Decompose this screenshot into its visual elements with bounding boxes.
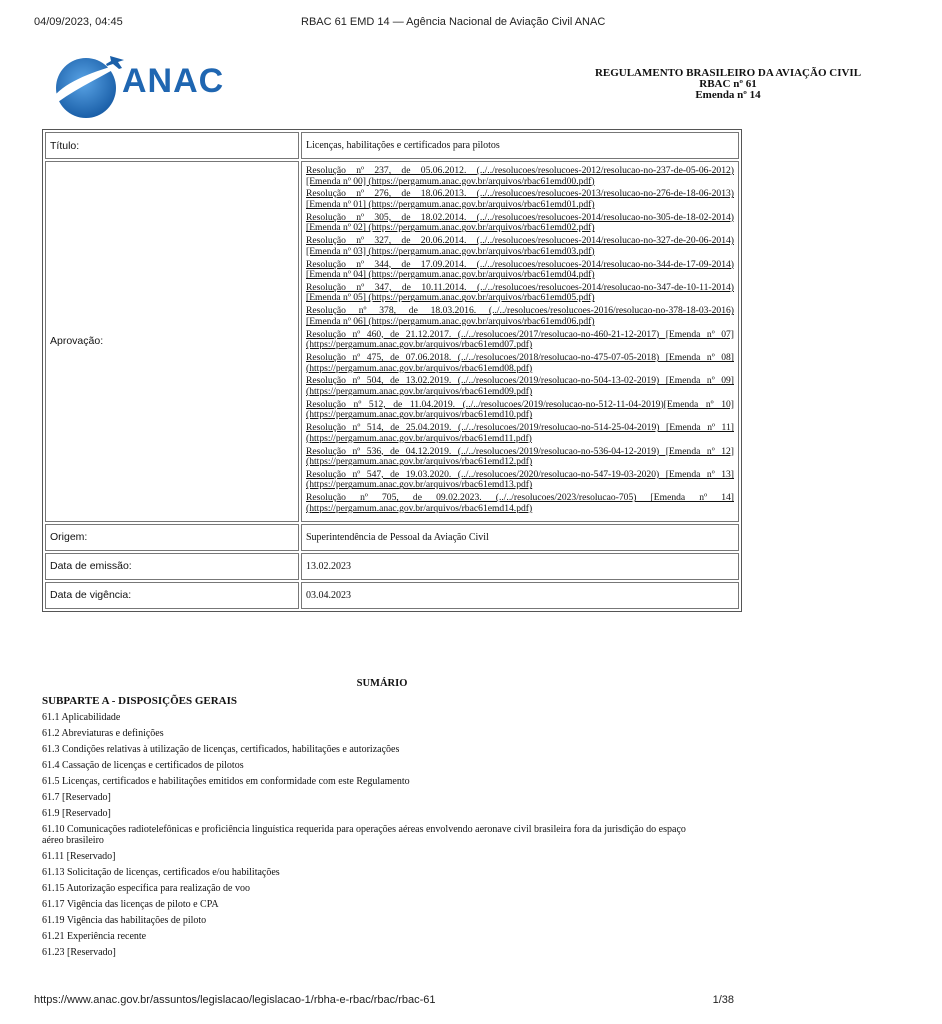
vigencia-label: Data de vigência: bbox=[45, 582, 299, 609]
resolucao-item bbox=[306, 400, 734, 421]
summary-item[interactable]: 61.19 Vigência das habilitações de piloto bbox=[42, 915, 207, 926]
print-url: https://www.anac.gov.br/assuntos/legislacao/legislacao-1/rbha-e-rbac/rbac/rbac-61 bbox=[34, 994, 436, 1006]
resolucao-link[interactable]: Resolução nº 305, de 18.02.2014. (../../resolucoes/resolucoes-2014/resolucao-no-305-de-18-02-2014) bbox=[306, 211, 734, 223]
resolucao-item bbox=[306, 330, 734, 351]
emenda-link[interactable]: (https://pergamum.anac.gov.br/arquivos/rbac61emd14.pdf) bbox=[306, 502, 533, 514]
resolucao-item bbox=[306, 236, 734, 257]
summary-item[interactable]: 61.9 [Reservado] bbox=[42, 808, 111, 819]
summary-item[interactable]: 61.23 [Reservado] bbox=[42, 947, 116, 958]
emenda-link[interactable]: [Emenda nº 04] (https://pergamum.anac.gov.br/arquivos/rbac61emd04.pdf) bbox=[306, 269, 595, 281]
summary-item[interactable]: 61.11 [Reservado] bbox=[42, 851, 116, 862]
origem-value: Superintendência de Pessoal da Aviação Civil bbox=[301, 524, 739, 551]
resolucao-item bbox=[306, 493, 734, 514]
resolucao-item bbox=[306, 376, 734, 397]
emenda-link[interactable]: [Emenda nº 03] (https://pergamum.anac.gov.br/arquivos/rbac61emd03.pdf) bbox=[306, 245, 595, 257]
resolucao-link[interactable]: Resolução nº 475, de 07.06.2018. (../../resolucoes/2018/resolucao-no-475-07-05-2018) [Emenda nº 08] bbox=[306, 352, 734, 363]
aprovacao-list bbox=[306, 162, 734, 521]
doc-header-line2: RBAC nº 61 bbox=[699, 78, 757, 90]
origem-label: Origem: bbox=[45, 524, 299, 551]
doc-header-line1: REGULAMENTO BRASILEIRO DA AVIAÇÃO CIVIL bbox=[594, 67, 862, 79]
aprovacao-value bbox=[301, 161, 739, 522]
emenda-link[interactable]: [Emenda nº 06] (https://pergamum.anac.gov.br/arquivos/rbac61emd06.pdf) bbox=[306, 315, 595, 327]
summary-item[interactable]: 61.17 Vigência das licenças de piloto e CPA bbox=[42, 899, 219, 910]
emenda-link[interactable]: (https://pergamum.anac.gov.br/arquivos/rbac61emd13.pdf) bbox=[306, 479, 533, 491]
summary-list bbox=[42, 712, 702, 958]
print-page-number: 1/38 bbox=[712, 994, 734, 1006]
resolucao-link[interactable]: Resolução nº 237, de 05.06.2012. (../../resolucoes/resolucoes-2012/resolucao-no-237-de-05-06-2012) bbox=[306, 165, 734, 176]
emenda-link[interactable]: (https://pergamum.anac.gov.br/arquivos/rbac61emd07.pdf) bbox=[306, 339, 533, 351]
summary-item[interactable]: 61.13 Solicitação de licenças, certificados e/ou habilitações bbox=[42, 867, 280, 878]
emenda-link[interactable]: [Emenda nº 01] (https://pergamum.anac.gov.br/arquivos/rbac61emd01.pdf) bbox=[306, 198, 595, 210]
resolucao-link[interactable]: Resolução nº 276, de 18.06.2013. (../../resolucoes/resolucoes-2013/resolucao-no-276-de-18-06-2013) bbox=[306, 188, 734, 200]
print-footer bbox=[34, 994, 734, 1008]
resolucao-link[interactable]: Resolução nº 344, de 17.09.2014. (../../resolucoes/resolucoes-2014/resolucao-no-344-de-17-09-2014) bbox=[306, 258, 734, 270]
resolucao-item bbox=[306, 306, 734, 327]
doc-header-line3: Emenda nº 14 bbox=[695, 89, 761, 101]
summary-item[interactable]: 61.2 Abreviaturas e definições bbox=[42, 728, 164, 739]
print-datetime: 04/09/2023, 04:45 bbox=[34, 16, 123, 28]
emenda-link[interactable]: [Emenda nº 05] (https://pergamum.anac.gov.br/arquivos/rbac61emd05.pdf) bbox=[306, 292, 595, 304]
resolucao-link[interactable]: Resolução nº 327, de 20.06.2014. (../../resolucoes/resolucoes-2014/resolucao-no-327-de-20-06-2014) bbox=[306, 235, 734, 247]
emissao-value: 13.02.2023 bbox=[301, 553, 739, 580]
row-emissao bbox=[45, 553, 739, 580]
titulo-value: Licenças, habilitações e certificados para pilotos bbox=[301, 132, 739, 159]
resolucao-link[interactable]: Resolução nº 536, de 04.12.2019. (../../resolucoes/2019/resolucao-no-536-04-12-2019) [Emenda nº 12] bbox=[306, 445, 734, 457]
summary-item[interactable]: 61.3 Condições relativas à utilização de licenças, certificados, habilitações e autorizações bbox=[42, 744, 400, 755]
emenda-link[interactable]: (https://pergamum.anac.gov.br/arquivos/rbac61emd12.pdf) bbox=[306, 456, 533, 468]
emissao-label: Data de emissão: bbox=[45, 553, 299, 580]
metadata-table bbox=[42, 129, 742, 612]
resolucao-item bbox=[306, 283, 734, 304]
emenda-link[interactable]: [Emenda nº 02] (https://pergamum.anac.gov.br/arquivos/rbac61emd02.pdf) bbox=[306, 222, 595, 234]
resolucao-item bbox=[306, 353, 734, 374]
resolucao-link[interactable]: Resolução nº 347, de 10.11.2014. (../../resolucoes/resolucoes-2014/resolucao-no-347-de-10-11-2014) bbox=[306, 281, 734, 293]
resolucao-item bbox=[306, 166, 734, 187]
summary-item[interactable]: 61.21 Experiência recente bbox=[42, 931, 147, 942]
resolucao-link[interactable]: Resolução nº 547, de 19.03.2020. (../../resolucoes/2020/resolucao-no-547-19-03-2020) [Emenda nº 13] bbox=[306, 468, 734, 480]
emenda-link[interactable]: [Emenda nº 00] (https://pergamum.anac.gov.br/arquivos/rbac61emd00.pdf) bbox=[306, 175, 595, 187]
row-titulo bbox=[45, 132, 739, 159]
row-vigencia bbox=[45, 582, 739, 609]
print-page-title: RBAC 61 EMD 14 — Agência Nacional de Aviação Civil ANAC bbox=[301, 16, 606, 28]
resolucao-link[interactable]: Resolução nº 512, de 11.04.2019. (../../resolucoes/2019/resolucao-no-512-11-04-2019)[Emenda nº 10] bbox=[306, 398, 734, 410]
titulo-label: Título: bbox=[45, 132, 299, 159]
summary bbox=[42, 678, 702, 958]
resolucao-link[interactable]: Resolução nº 514, de 25.04.2019. (../../resolucoes/2019/resolucao-no-514-25-04-2019) [Emenda nº 11] bbox=[306, 422, 734, 434]
summary-item[interactable]: 61.7 [Reservado] bbox=[42, 792, 111, 803]
summary-item[interactable]: 61.10 Comunicações radiotelefônicas e proficiência linguística requerida para operações aéreas envolvendo aeronave civil brasileira fora da jurisdição do espaço aéreo brasileiro bbox=[42, 824, 686, 846]
row-origem bbox=[45, 524, 739, 551]
summary-item[interactable]: 61.1 Aplicabilidade bbox=[42, 712, 121, 723]
resolucao-link[interactable]: Resolução nº 504, de 13.02.2019. (../../resolucoes/2019/resolucao-no-504-13-02-2019) [Emenda nº 09] bbox=[306, 375, 734, 387]
summary-title: SUMÁRIO bbox=[356, 678, 408, 689]
emenda-link[interactable]: (https://pergamum.anac.gov.br/arquivos/rbac61emd08.pdf) bbox=[306, 362, 533, 374]
resolucao-link[interactable]: Resolução nº 460, de 21.12.2017. (../../resolucoes/2017/resolucao-no-460-21-12-2017) [Emenda nº 07] bbox=[306, 328, 734, 340]
resolucao-item bbox=[306, 447, 734, 468]
row-aprovacao bbox=[45, 161, 739, 522]
resolucao-item bbox=[306, 213, 734, 234]
resolucao-link[interactable]: Resolução nº 378, de 18.03.2016. (../../resolucoes/resolucoes-2016/resolucao-no-378-18-03-2016) bbox=[306, 305, 734, 317]
resolucao-item bbox=[306, 260, 734, 281]
resolucao-item bbox=[306, 423, 734, 444]
vigencia-value: 03.04.2023 bbox=[301, 582, 739, 609]
summary-item[interactable]: 61.5 Licenças, certificados e habilitações emitidos em conformidade com este Regulamento bbox=[42, 776, 410, 787]
resolucao-item bbox=[306, 470, 734, 491]
emenda-link[interactable]: (https://pergamum.anac.gov.br/arquivos/rbac61emd10.pdf) bbox=[306, 409, 533, 421]
emenda-link[interactable]: (https://pergamum.anac.gov.br/arquivos/rbac61emd11.pdf) bbox=[306, 432, 532, 444]
resolucao-item bbox=[306, 189, 734, 210]
aprovacao-label: Aprovação: bbox=[45, 161, 299, 522]
resolucao-link[interactable]: Resolução nº 705, de 09.02.2023. (../../resolucoes/2023/resolucao-705) [Emenda nº 14] bbox=[306, 492, 734, 504]
emenda-link[interactable]: (https://pergamum.anac.gov.br/arquivos/rbac61emd09.pdf) bbox=[306, 385, 533, 397]
summary-item[interactable]: 61.4 Cassação de licenças e certificados de pilotos bbox=[42, 760, 244, 771]
subparte-a-heading: SUBPARTE A - DISPOSIÇÕES GERAIS bbox=[42, 695, 238, 707]
summary-item[interactable]: 61.15 Autorização específica para realização de voo bbox=[42, 883, 250, 894]
anac-logo-text: ANAC bbox=[122, 62, 225, 100]
